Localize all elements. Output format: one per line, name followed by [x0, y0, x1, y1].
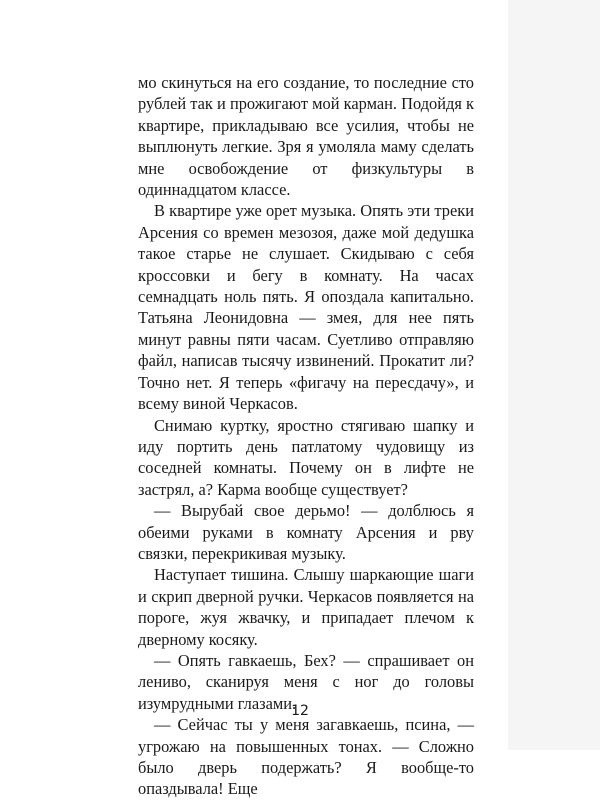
paragraph: Наступает тишина. Слышу шаркающие шаги и скрип дверной ручки. Черкасов появляется на пороге, жуя жвачку, и припадает плечом к дверному косяку.: [138, 565, 474, 649]
body-text: [138, 72, 474, 800]
dialogue-paragraph: — Сейчас ты у меня загавкаешь, псина, — угрожаю на повышенных тонах. — Сложно было дверь подержать? Я вообще-то опаздывала! Еще: [138, 715, 474, 799]
paragraph: В квартире уже орет музыка. Опять эти треки Арсения со времен мезозоя, даже мой дедушка такое старье не слушает. Скидываю с себя кроссовки и бегу в комнату. На часах семнадцать ноль пять. Я опоздала капитально. Татьяна Леонидовна — змея, для нее пять минут равны пяти часам. Суетливо отправляю файл, написав тысячу извинений. Прокатит ли? Точно нет. Я теперь «фигачу на пересдачу», и всему виной Черкасов.: [138, 201, 474, 414]
dialogue-paragraph: — Вырубай свое дерьмо! — долблюсь я обеими руками в комнату Арсения и рву связки, перекрикивая музыку.: [138, 501, 474, 563]
page-number: 12: [291, 703, 309, 719]
dialogue-paragraph: — Опять гавкаешь, Бех? — спрашивает он лениво, сканируя меня с ног до головы изумрудными глазами.: [138, 650, 474, 713]
page-edge-shadow: [508, 0, 600, 750]
paragraph: мо скинуться на его создание, то последние сто рублей так и прожигают мой карман. Подойдя к квартире, прикладываю все усилия, чтобы не выплюнуть легкие. Зря я умоляла маму сделать мне освобождение от физкультуры в одиннадцатом классе.: [138, 73, 474, 200]
paragraph: Снимаю куртку, яростно стягиваю шапку и иду портить день патлатому чудовищу из соседней комнаты. Почему он в лифте не застрял, а? Карма вообще существует?: [138, 415, 474, 499]
